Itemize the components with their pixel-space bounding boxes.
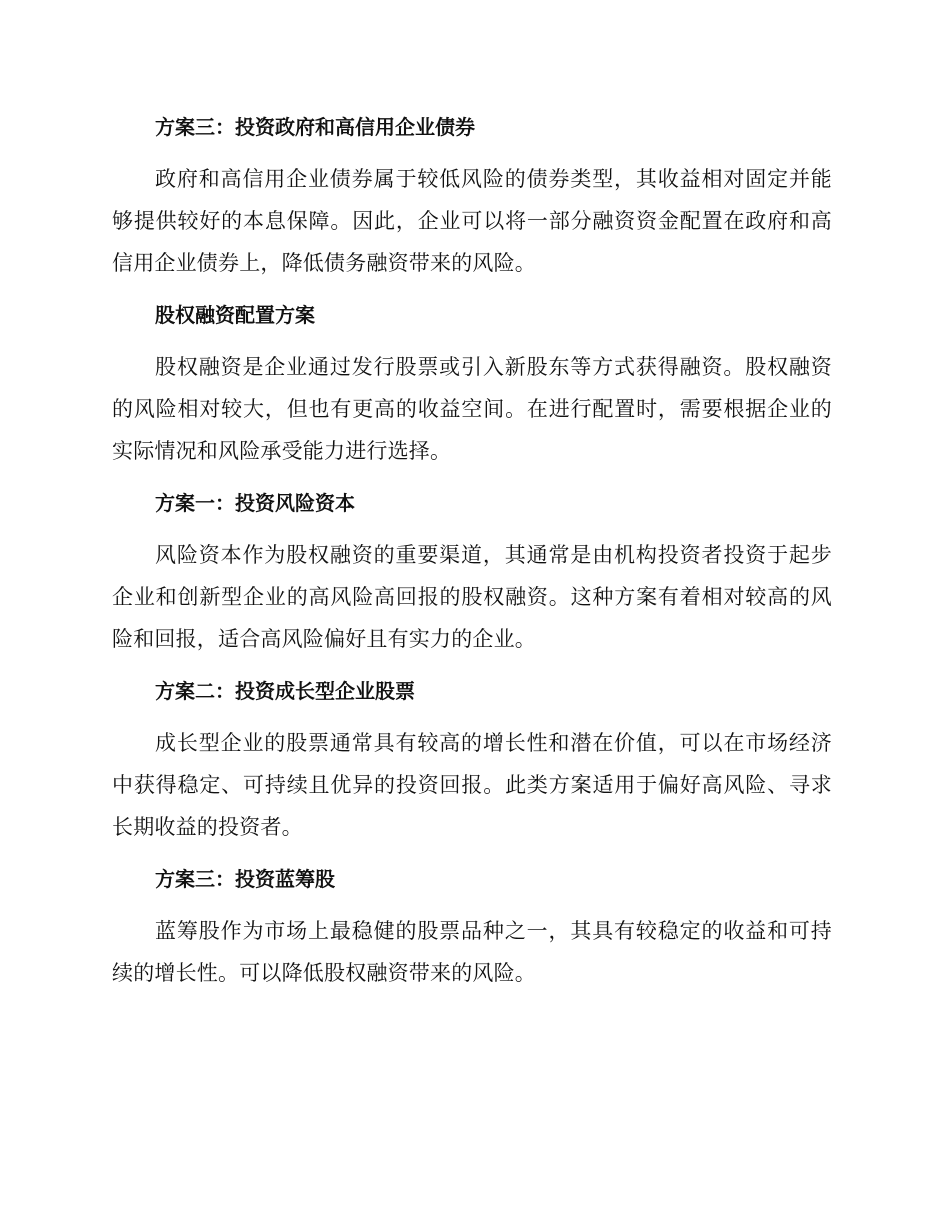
section-paragraph: 股权融资是企业通过发行股票或引入新股东等方式获得融资。股权融资的风险相对较大，但也有更高的收益空间。在进行配置时，需要根据企业的实际情况和风险承受能力进行选择。	[112, 355, 832, 463]
section-heading: 方案三：投资蓝筹股	[155, 867, 335, 891]
section-heading: 方案一：投资风险资本	[155, 491, 355, 515]
section-growth-stocks	[112, 670, 832, 848]
section-heading: 方案三：投资政府和高信用企业债券	[155, 115, 475, 139]
section-paragraph: 成长型企业的股票通常具有较高的增长性和潜在价值，可以在市场经济中获得稳定、可持续且优异的投资回报。此类方案适用于偏好高风险、寻求长期收益的投资者。	[112, 731, 832, 839]
section-paragraph: 政府和高信用企业债券属于较低风险的债券类型，其收益相对固定并能够提供较好的本息保障。因此，企业可以将一部分融资资金配置在政府和高信用企业债券上，降低债务融资带来的风险。	[112, 167, 832, 275]
section-blue-chip-stocks	[112, 858, 832, 994]
section-paragraph: 风险资本作为股权融资的重要渠道，其通常是由机构投资者投资于起步企业和创新型企业的高风险高回报的股权融资。这种方案有着相对较高的风险和回报，适合高风险偏好且有实力的企业。	[112, 543, 832, 651]
section-government-bonds	[112, 106, 832, 284]
section-venture-capital	[112, 482, 832, 660]
section-heading: 股权融资配置方案	[155, 303, 315, 327]
section-equity-financing	[112, 294, 832, 472]
section-paragraph: 蓝筹股作为市场上最稳健的股票品种之一，其具有较稳定的收益和可持续的增长性。可以降低股权融资带来的风险。	[112, 919, 832, 985]
document-page	[112, 106, 832, 1004]
section-heading: 方案二：投资成长型企业股票	[155, 679, 415, 703]
